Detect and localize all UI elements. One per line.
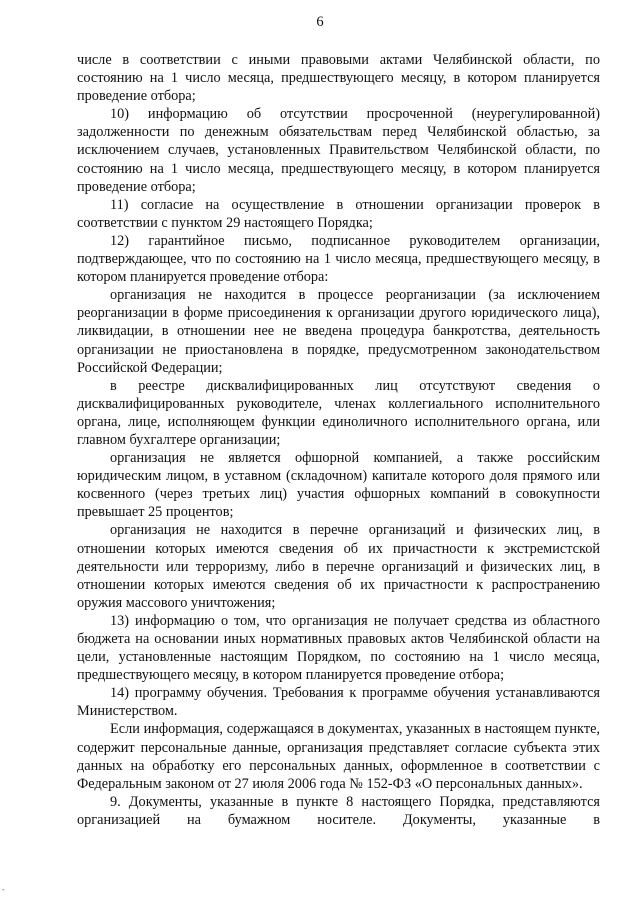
corner-mark: - xyxy=(2,885,5,894)
paragraph-item-14: 14) программу обучения. Требования к программе обучения устанавливаются Министерством. xyxy=(77,685,600,720)
paragraph-clause-9: 9. Документы, указанные в пункте 8 настоящего Порядка, представляются организацией на бумажном носителе. Документы, указанные в xyxy=(77,793,600,828)
paragraph-extremism-list: организация не находится в перечне организаций и физических лиц, в отношении которых имеются сведения об их причастности к экстремистской деятельности или терроризму, либо в перечне организаций и физических лиц, в отношении которых имеются сведения об их причастности к распространению оружия массового уничтожения; xyxy=(77,522,600,611)
paragraph-item-11: 11) согласие на осуществление в отношении организации проверок в соответствии с пунктом 29 настоящего Порядка; xyxy=(77,196,600,231)
paragraph-item-12: 12) гарантийное письмо, подписанное руководителем организации, подтверждающее, что по состоянию на 1 число месяца, предшествующего месяцу, в котором планируется проведение отбора: xyxy=(77,232,600,286)
paragraph-item-10: 10) информацию об отсутствии просроченной (неурегулированной) задолженности по денежным обязательствам перед Челябинской областью, за исключением случаев, установленных Правительством Челябинской области, по состоянию на 1 число месяца, предшествующего месяцу, в котором планируется проведение отбора; xyxy=(77,106,600,195)
paragraph-item-13: 13) информацию о том, что организация не получает средства из областного бюджета на основании иных нормативных правовых актов Челябинской области на цели, установленные настоящим Порядком, по состоянию на 1 число месяца, предшествующего месяцу, в котором планируется проведение отбора; xyxy=(77,612,600,684)
document-body xyxy=(77,51,600,829)
paragraph-continuation: числе в соответствии с иными правовыми актами Челябинской области, по состоянию на 1 число месяца, предшествующего месяцу, в котором планируется проведение отбора; xyxy=(77,52,600,105)
paragraph-reorganization: организация не находится в процессе реорганизации (за исключением реорганизации в форме присоединения к организации другого юридического лица), ликвидации, в отношении нее не введена процедура банкротства, деятельность организации не приостановлена в порядке, предусмотренном законодательством Российской Федерации; xyxy=(77,287,600,376)
page-number: 6 xyxy=(316,14,324,30)
paragraph-disqualified-registry: в реестре дисквалифицированных лиц отсутствуют сведения о дисквалифицированных руководителе, членах коллегиального исполнительного органа, лице, исполняющем функции единоличного исполнительного органа, или главном бухгалтере организации; xyxy=(77,377,600,448)
paragraph-offshore: организация не является офшорной компанией, а также российским юридическим лицом, в уставном (складочном) капитале которого доля прямого или косвенного (через третьих лиц) участия офшорных компаний в совокупности превышает 25 процентов; xyxy=(77,450,600,521)
paragraph-personal-data: Если информация, содержащаяся в документах, указанных в настоящем пункте, содержит персональные данные, организация представляет согласие субъекта этих данных на обработку его персональных данных, оформленное в соответствии с Федеральным законом от 27 июля 2006 года № 152-ФЗ «О персональных данных». xyxy=(77,721,600,792)
